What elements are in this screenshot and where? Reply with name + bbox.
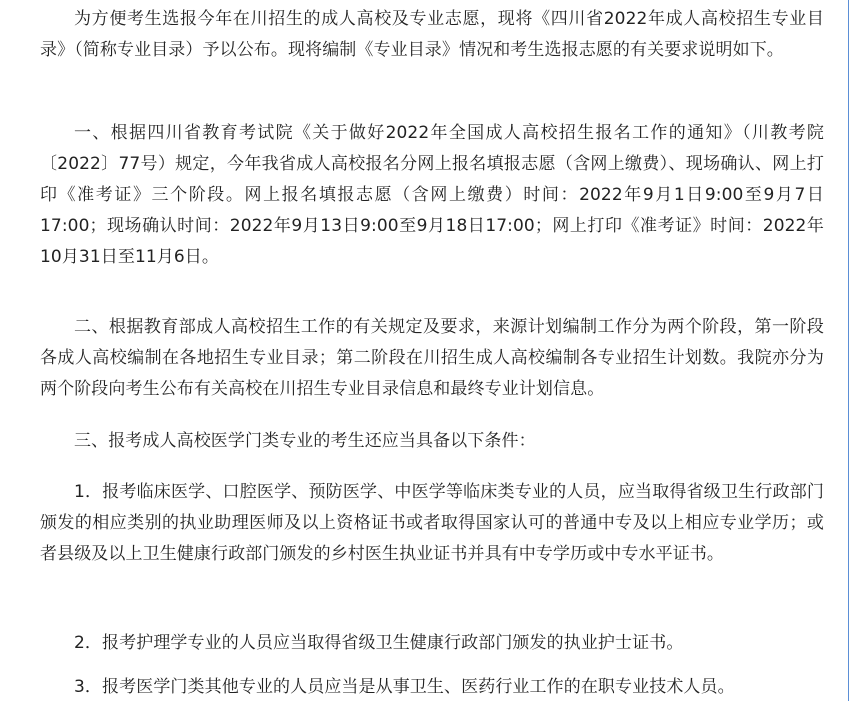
condition-item-1: 1．报考临床医学、口腔医学、预防医学、中医学等临床类专业的人员，应当取得省级卫生行政部门颁发的相应类别的执业助理医师及以上资格证书或者取得国家认可的普通中专及以上相应专业学历；或者县级及以上卫生健康行政部门颁发的乡村医生执业证书并具有中专学历或中专水平证书。 [40, 482, 824, 564]
section-three-heading: 三、报考成人高校医学门类专业的考生还应当具备以下条件： [74, 431, 536, 451]
section-two-paragraph: 二、根据教育部成人高校招生工作的有关规定及要求，来源计划编制工作分为两个阶段，第一阶段各成人高校编制在各地招生专业目录；第二阶段在川招生成人高校编制各专业招生计划数。我院亦分为两个阶段向考生公布有关高校在川招生专业目录信息和最终专业计划信息。 [40, 317, 824, 399]
intro-paragraph: 为方便考生选报今年在川招生的成人高校及专业志愿，现将《四川省2022年成人高校招生专业目录》（简称专业目录）予以公布。现将编制《专业目录》情况和考生选报志愿的有关要求说明如下。 [40, 9, 824, 60]
section-one-paragraph: 一、根据四川省教育考试院《关于做好2022年全国成人高校招生报名工作的通知》（川教考院〔2022〕77号）规定，今年我省成人高校报名分网上报名填报志愿（含网上缴费）、现场确认、网上打印《准考证》三个阶段。网上报名填报志愿（含网上缴费）时间：2022年9月1日9:00至9月7日17:00；现场确认时间：2022年9月13日9:00至9月18日17:00；网上打印《准考证》时间：2022年10月31日至11月6日。 [40, 123, 824, 267]
condition-item-2: 2．报考护理学专业的人员应当取得省级卫生健康行政部门颁发的执业护士证书。 [74, 633, 684, 653]
condition-item-3: 3．报考医学门类其他专业的人员应当是从事卫生、医药行业工作的在职专业技术人员。 [74, 677, 735, 697]
